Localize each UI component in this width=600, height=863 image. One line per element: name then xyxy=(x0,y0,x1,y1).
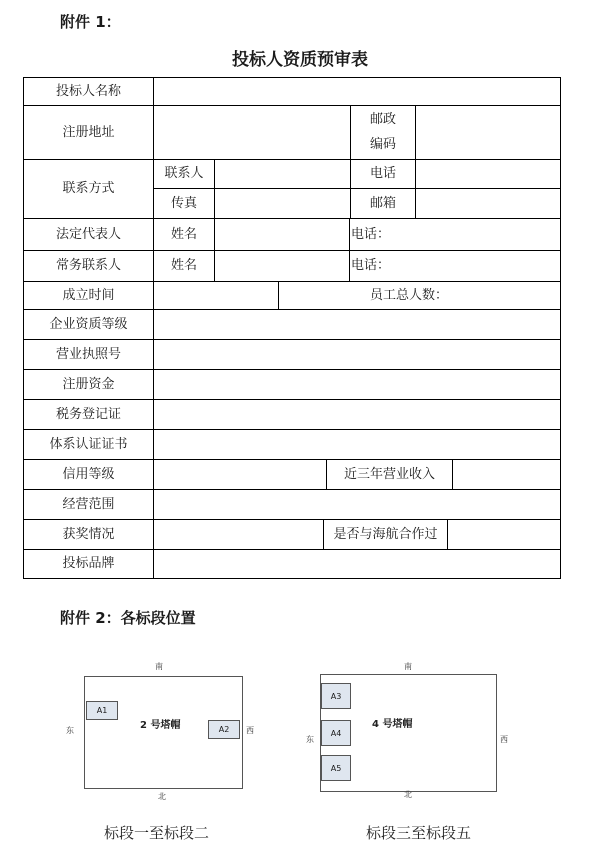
awards-label: 获奖情况 xyxy=(62,526,115,542)
contact-method-label: 联系方式 xyxy=(62,181,115,196)
table-border xyxy=(447,519,448,549)
section-map-2-caption: 标段三至标段五 xyxy=(366,824,472,842)
zone-a2: A2 xyxy=(208,720,240,739)
table-border xyxy=(452,459,453,489)
email-label: 邮箱 xyxy=(369,195,396,211)
west-label: 西 xyxy=(246,726,254,735)
legal-rep-phone-label: 电话： xyxy=(351,226,391,242)
fax-label: 传真 xyxy=(170,195,197,211)
section-map-2 xyxy=(300,655,530,805)
table-border xyxy=(349,218,350,281)
contact-phone-label: 电话： xyxy=(351,258,391,273)
north-label: 北 xyxy=(158,792,166,801)
phone-label: 电话 xyxy=(369,166,396,181)
contact-name-label: 姓名 xyxy=(170,258,197,273)
table-border xyxy=(23,578,561,579)
west-label: 西 xyxy=(500,735,508,744)
attachment-2-heading: 附件 2：各标段位置 xyxy=(60,609,196,627)
qualification-grade-label: 企业资质等级 xyxy=(49,316,128,332)
system-certification-label: 体系认证证书 xyxy=(49,436,128,452)
section-map-1 xyxy=(60,655,280,805)
legal-rep-name-label: 姓名 xyxy=(170,226,197,242)
bid-brand-label: 投标品牌 xyxy=(62,556,115,571)
contact-person-label: 联系人 xyxy=(164,166,204,181)
form-title: 投标人资质预审表 xyxy=(232,50,368,70)
postal-code-label-line2: 编码 xyxy=(369,137,396,152)
bidder-name-label: 投标人名称 xyxy=(55,83,121,99)
table-border xyxy=(214,159,215,281)
tower-4-label: 4 号塔帽 xyxy=(372,719,413,730)
table-border xyxy=(560,77,561,579)
cooperated-label: 是否与海航合作过 xyxy=(333,526,438,542)
registered-capital-label: 注册资金 xyxy=(62,376,115,392)
zone-a4: A4 xyxy=(321,720,351,746)
tax-registration-label: 税务登记证 xyxy=(55,406,121,422)
revenue-label: 近三年营业收入 xyxy=(343,466,435,482)
table-border xyxy=(278,281,279,309)
east-label: 东 xyxy=(66,726,74,735)
business-scope-label: 经营范围 xyxy=(62,496,115,512)
south-label: 南 xyxy=(404,662,412,671)
section-map-1-caption: 标段一至标段二 xyxy=(104,824,210,842)
postal-code-label-line1: 邮政 xyxy=(369,112,396,127)
registered-address-label: 注册地址 xyxy=(62,124,115,140)
established-date-label: 成立时间 xyxy=(62,287,115,303)
east-label: 东 xyxy=(306,735,314,744)
business-license-label: 营业执照号 xyxy=(55,346,121,362)
zone-a1: A1 xyxy=(86,701,118,720)
zone-a3: A3 xyxy=(321,683,351,709)
attachment-1-heading: 附件 1： xyxy=(60,13,121,31)
zone-a5: A5 xyxy=(321,755,351,781)
regular-contact-label: 常务联系人 xyxy=(55,258,121,273)
north-label: 北 xyxy=(404,790,412,799)
tower-2-label: 2 号塔帽 xyxy=(140,720,181,731)
south-label: 南 xyxy=(155,662,163,671)
legal-representative-label: 法定代表人 xyxy=(55,226,121,242)
credit-rating-label: 信用等级 xyxy=(62,466,115,482)
table-border xyxy=(153,77,154,579)
total-employees-label: 员工总人数： xyxy=(370,287,449,303)
table-border xyxy=(415,105,416,218)
